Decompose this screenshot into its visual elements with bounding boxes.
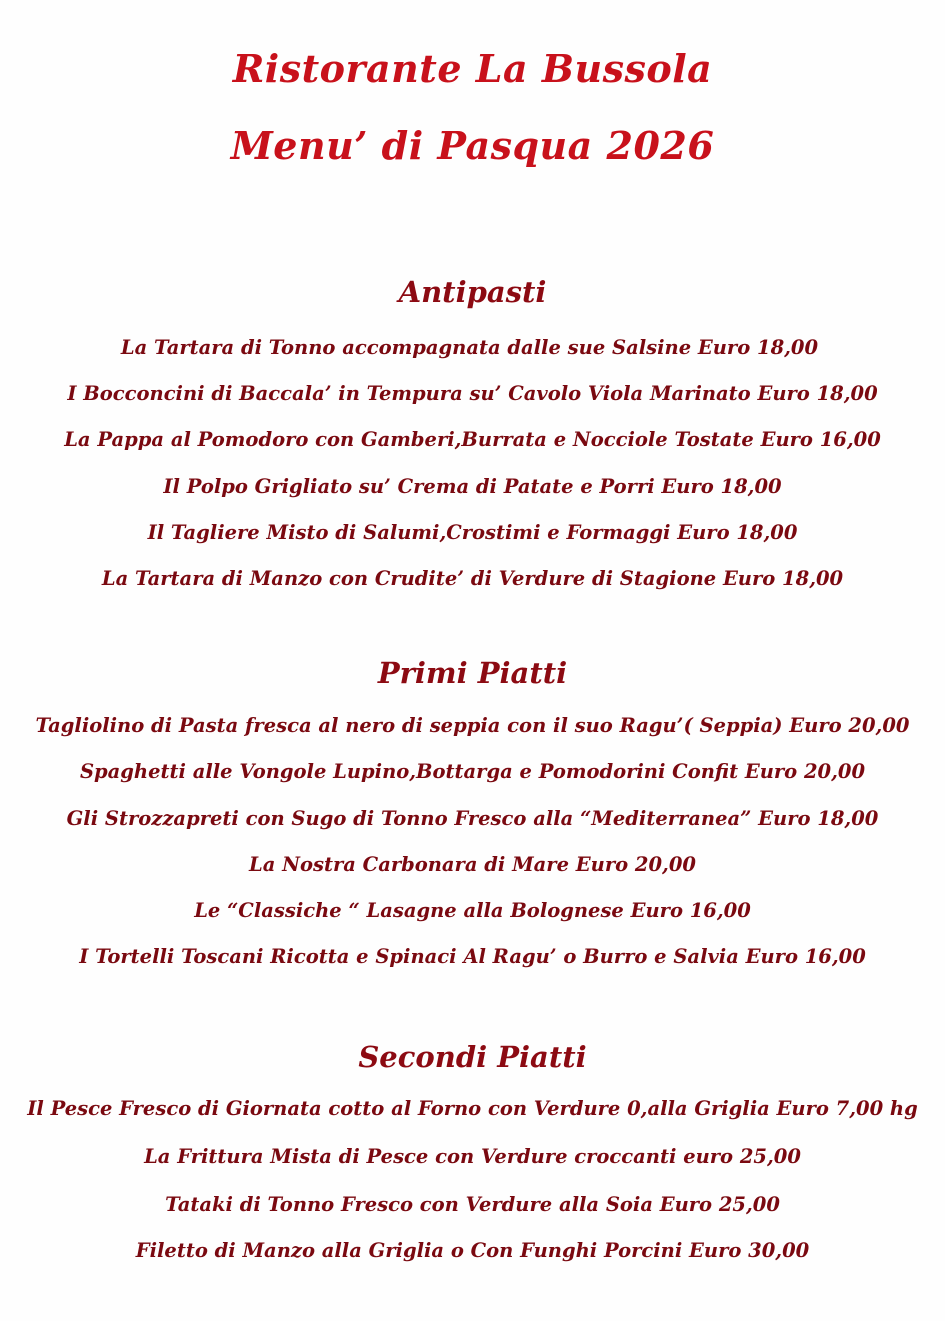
menu-item: Il Tagliere Misto di Salumi,Crostimi e Formaggi Euro 18,00 [147,521,798,544]
menu-item: La Nostra Carbonara di Mare Euro 20,00 [249,853,696,876]
menu-title: Menu’ di Pasqua 2026 [230,123,715,168]
section-title-secondi-piatti: Secondi Piatti [358,1040,587,1074]
menu-item: Filetto di Manzo alla Griglia o Con Funghi Porcini Euro 30,00 [135,1239,810,1262]
restaurant-name: Ristorante La Bussola [232,46,713,91]
menu-item: I Tortelli Toscani Ricotta e Spinaci Al Ragu’ o Burro e Salvia Euro 16,00 [79,945,866,968]
menu-item: La Pappa al Pomodoro con Gamberi,Burrata e Nocciole Tostate Euro 16,00 [64,428,881,451]
menu-item: Le “Classiche “ Lasagne alla Bolognese Euro 16,00 [194,899,751,922]
menu-item: Tagliolino di Pasta fresca al nero di seppia con il suo Ragu’( Seppia) Euro 20,00 [35,714,910,737]
menu-item: Gli Strozzapreti con Sugo di Tonno Fresco alla “Mediterranea” Euro 18,00 [66,807,879,830]
section-title-primi-piatti: Primi Piatti [377,656,568,690]
menu-item: Tataki di Tonno Fresco con Verdure alla Soia Euro 25,00 [165,1193,780,1216]
menu-item: La Tartara di Tonno accompagnata dalle sue Salsine Euro 18,00 [120,336,819,359]
menu-item: Il Polpo Grigliato su’ Crema di Patate e Porri Euro 18,00 [163,475,782,498]
menu-item: Spaghetti alle Vongole Lupino,Bottarga e Pomodorini Confit Euro 20,00 [79,760,866,783]
section-title-antipasti: Antipasti [398,275,547,309]
menu-item: La Frittura Mista di Pesce con Verdure croccanti euro 25,00 [144,1145,801,1168]
menu-item: I Bocconcini di Baccala’ in Tempura su’ Cavolo Viola Marinato Euro 18,00 [67,382,878,405]
menu-item: Il Pesce Fresco di Giornata cotto al Forno con Verdure 0,alla Griglia Euro 7,00 hg [27,1097,918,1120]
menu-item: La Tartara di Manzo con Crudite’ di Verdure di Stagione Euro 18,00 [101,567,844,590]
